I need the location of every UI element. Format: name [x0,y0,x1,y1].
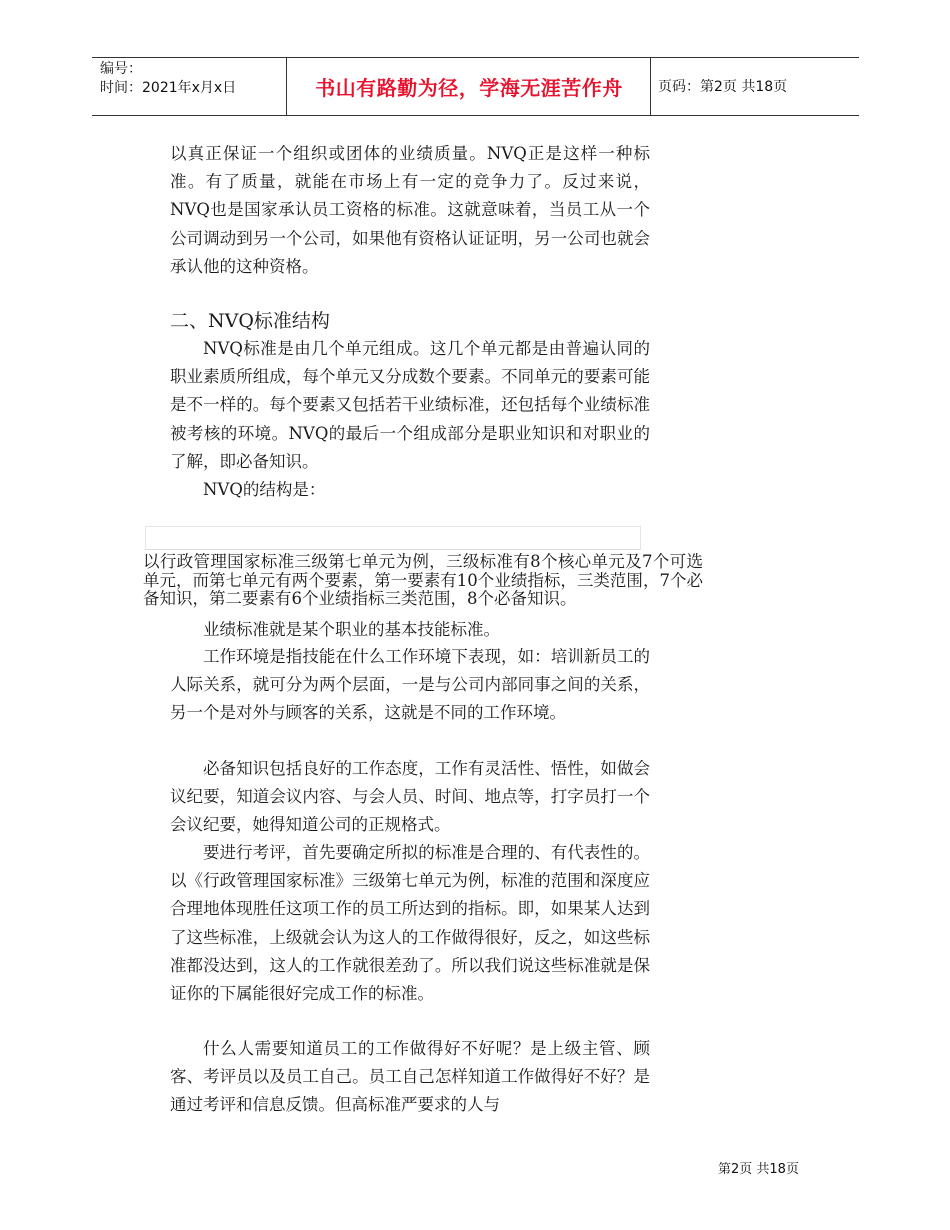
header-rule-bottom [92,115,859,116]
header-time-label: 时间：2021年x月x日 [100,80,237,96]
paragraph-6: 工作环境是指技能在什么工作环境下表现，如：培训新员工的人际关系，就可分为两个层面，一是与公司内部同事之间的关系，另一个是对外与顾客的关系，这就是不同的工作环境。 [170,647,650,723]
header-motto: 书山有路勤为径，学海无涯苦作舟 [315,75,623,100]
paragraph-3: NVQ的结构是： [203,480,326,499]
structure-figure-placeholder [145,526,641,550]
paragraph-1: 以真正保证一个组织或团体的业绩质量。NVQ正是这样一种标准。有了质量，就能在市场上有一定的竞争力了。反过来说，NVQ也是国家承认员工资格的标准。这就意味着，当员工从一个公司调动到另一个公司，如果他有资格认证证明，另一公司也就会承认他的这种资格。 [170,144,650,276]
paragraph-9: 什么人需要知道员工的工作做得好不好呢？是上级主管、顾客、考评员以及员工自己。员工自己怎样知道工作做得好不好？是通过考评和信息反馈。但高标准严要求的人与 [170,1039,650,1115]
header-divider-left [286,57,287,115]
paragraph-4: 以行政管理国家标准三级第七单元为例，三级标准有8个核心单元及7个可选单元，而第七单元有两个要素，第一要素有10个业绩指标，三类范围，7个必备知识，第二要素有6个业绩指标三类范围，8个必备知识。 [143,552,703,608]
paragraph-8: 要进行考评，首先要确定所拟的标准是合理的、有代表性的。以《行政管理国家标准》三级第七单元为例，标准的范围和深度应合理地体现胜任这项工作的员工所达到的指标。即，如果某人达到了这些标准，上级就会认为这人的工作做得很好，反之，如这些标准都没达到，这人的工作就很差劲了。所以我们说这些标准就是保证你的下属能很好完成工作的标准。 [170,843,650,1004]
header-number-label: 编号： [100,61,142,77]
header-meta [100,60,285,98]
section-heading-2: 二、NVQ标准结构 [170,310,330,332]
paragraph-7: 必备知识包括良好的工作态度，工作有灵活性、悟性，如做会议纪要，知道会议内容、与会人员、时间、地点等，打字员打一个会议纪要，她得知道公司的正规格式。 [170,759,650,835]
header-divider-right [650,57,651,115]
header-page-label: 页码：第2页 共18页 [658,79,788,95]
paragraph-5: 业绩标准就是某个职业的基本技能标准。 [203,620,500,639]
paragraph-2: NVQ标准是由几个单元组成。这几个单元都是由普遍认同的职业素质所组成，每个单元又分成数个要素。不同单元的要素可能是不一样的。每个要素又包括若干业绩标准，还包括每个业绩标准被考核的环境。NVQ的最后一个组成部分是职业知识和对职业的了解，即必备知识。 [170,339,650,471]
footer-page-label: 第2页 共18页 [718,1162,799,1177]
